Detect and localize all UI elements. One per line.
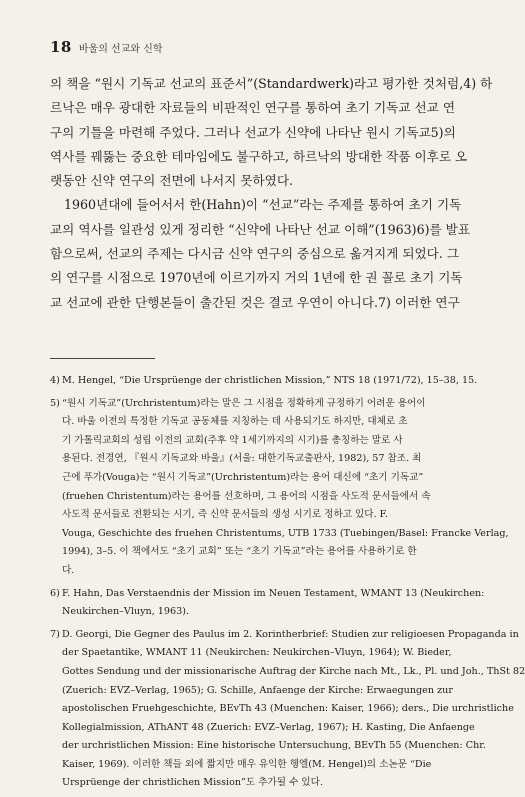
footnote-5 [50,395,509,581]
body-line: 구의 기틀을 마련해 주었다. 그러나 선교가 신약에 나타난 원시 기독교5)의 [50,124,456,140]
footnote-line: Vouga, Geschichte des fruehen Christentums, UTB 1733 (Tuebingen/Basel: Francke Verlag, [62,527,509,539]
body-line: 교 선교에 관한 단행본들이 출간된 것은 결코 우연이 아니다.7) 이러한 연구 [50,294,460,310]
body-line: 랫동안 신약 연구의 전면에 나서지 못하였다. [50,173,293,189]
footnote-line: apostolischen Fruehgeschichte, BEvTh 43 (Muenchen: Kaiser, 1966); ders., Die urchristliche [62,703,514,715]
footnote-line: 1994), 3–5. 이 책에서도 “초기 교회” 또는 “초기 기독교”라는 용어를 사용하기로 한 [62,546,417,558]
body-line: 의 연구를 시점으로 1970년에 이르기까지 거의 1년에 한 권 꼴로 초기 기독 [50,270,463,286]
running-header [50,38,163,56]
body-line: 역사를 꿰뚫는 중요한 테마임에도 불구하고, 하르낙의 방대한 작품 이후로 오 [50,148,468,164]
footnote-line: (Zuerich: EVZ–Verlag, 1965); G. Schille, Anfaenge der Kirche: Erwaegungen zur [62,684,453,696]
footnote-line: D. Georgi, Die Gegner des Paulus im 2. Korintherbrief: Studien zur religioesen Propaganda in [62,628,519,640]
footnote-line: Gottes Sendung und der missionarische Auftrag der Kirche nach Mt., Lk., Pl. und Joh., ThSt 82 [62,665,525,677]
footnote-line: 다. 바울 이전의 특정한 기독교 공동체를 지칭하는 데 사용되기도 하지만, 대체로 초 [62,416,408,428]
body-line: 르낙은 매우 광대한 자료들의 비판적인 연구를 통하여 초기 기독교 선교 연 [50,100,455,116]
body-line: 의 책을 “원시 기독교 선교의 표준서”(Standardwerk)라고 평가한 것처럼,4) 하 [50,76,493,91]
footnote-line: der urchristlichen Mission: Eine historische Untersuchung, BEvTh 55 (Muenchen: Chr. [62,740,486,752]
footnote-6 [50,585,485,622]
footnote-line: “원시 기독교”(Urchristentum)라는 말은 그 시점을 정확하게 규정하기 어려운 용어이 [62,397,426,409]
page-number: 18 [50,38,72,56]
footnote-line: (fruehen Christentum)라는 용어를 선호하며, 그 용어의 시점을 사도적 문서들에서 속 [62,490,431,502]
footnote-line: 기 가톨릭교회의 성립 이전의 교회(주후 약 1세기까지의 시기)를 총칭하는 말로 사 [62,434,403,446]
footnote-line: 용된다. 전경연, 『원시 기독교와 바울』(서울: 대한기독교출판사, 1982), 57 참조. 최 [62,453,422,465]
footnote-number: 6) [50,587,60,599]
footnote-number: 5) [50,397,60,409]
footnote-number: 7) [50,628,60,640]
footnote-line: F. Hahn, Das Verstaendnis der Mission im Neuen Testament, WMANT 13 (Neukirchen: [62,587,485,599]
footnote-line: 사도적 문서들로 전환되는 시기, 즉 신약 문서들의 생성 시기로 정하고 있다. F. [62,509,388,521]
footnotes [50,372,525,797]
body-line: 교의 역사를 일관성 있게 정리한 “신약에 나타난 선교 이해”(1963)6)를 발표 [50,221,471,237]
footnote-line: Kollegialmission, AThANT 48 (Zuerich: EVZ–Verlag, 1967); H. Kasting, Die Anfaenge [62,721,475,733]
footnote-line: Neukirchen–Vluyn, 1963). [62,606,190,618]
footnote-line: 근에 푸가(Vouga)는 “원시 기독교”(Urchristentum)라는 용어 대신에 “초기 기독교” [62,471,424,483]
running-title: 바울의 선교와 신학 [78,44,163,55]
body-line: 함으로써, 선교의 주제는 다시금 신약 연구의 중심으로 옮겨지게 되었다. 그 [50,246,460,262]
footnote-line: Ursprüenge der christlichen Mission”도 추가될 수 있다. [62,777,323,789]
footnote-number: 4) [50,375,60,386]
footnote-divider [50,358,155,359]
body-line: 1960년대에 들어서서 한(Hahn)이 “선교”라는 주제를 통하여 초기 기독 [64,197,462,213]
footnote-7 [50,626,525,793]
footnote-line: Kaiser, 1969). 이러한 책들 외에 짧지만 매우 유익한 헹엘(M. Hengel)의 소논문 “Die [62,758,432,770]
footnote-line: M. Hengel, “Die Ursprüenge der christlichen Mission,” NTS 18 (1971/72), 15–38, 15. [62,375,478,386]
footnote-4 [50,372,478,391]
footnote-line: der Spaetantike, WMANT 11 (Neukirchen: Neukirchen–Vluyn, 1964); W. Bieder, [62,647,452,659]
footnote-line: 다. [62,564,75,576]
body-text [50,72,493,315]
